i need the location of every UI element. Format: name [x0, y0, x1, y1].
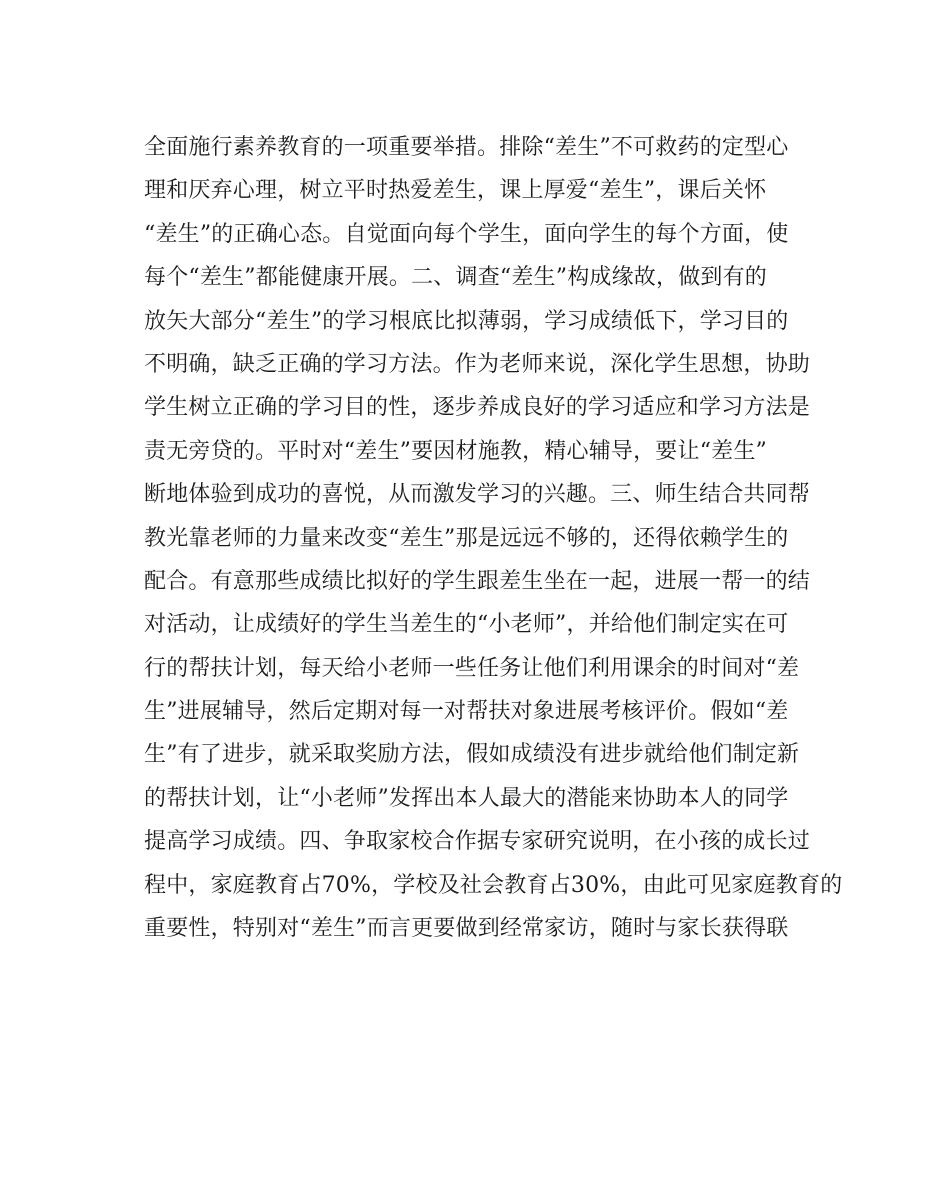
text-line-12: 对活动，让成绩好的学生当差生的“小老师”，并给他们制定实在可 — [144, 612, 789, 638]
text-line-1: 全面施行素养教育的一项重要举措。排除“差生”不可救药的定型心 — [144, 135, 789, 160]
text-line-7: 学生树立正确的学习目的性，逐步养成良好的学习适应和学习方法是 — [144, 395, 811, 421]
text-line-19: 重要性，特别对“差生”而言更要做到经常家访，随时与家长获得联 — [144, 916, 789, 942]
text-line-4: 每个“差生”都能健康开展。二、调查“差生”构成缘故，做到有的 — [144, 265, 767, 291]
text-line-10: 教光靠老师的力量来改变“差生”那是远远不够的，还得依赖学生的 — [144, 525, 789, 551]
text-line-13: 行的帮扶计划，每天给小老师一些任务让他们利用课余的时间对“差 — [144, 655, 800, 681]
text-line-6: 不明确，缺乏正确的学习方法。作为老师来说，深化学生思想，协助 — [144, 351, 811, 377]
text-line-11: 配合。有意那些成绩比拟好的学生跟差生坐在一起，进展一帮一的结 — [144, 568, 811, 594]
text-line-9: 断地体验到成功的喜悦，从而激发学习的兴趣。三、师生结合共同帮 — [144, 482, 811, 508]
body-text — [144, 126, 843, 950]
text-line-2: 理和厌弃心理，树立平时热爱差生，课上厚爱“差生”，课后关怀 — [144, 178, 767, 204]
text-line-14: 生”进展辅导，然后定期对每一对帮扶对象进展考核评价。假如“差 — [144, 699, 789, 725]
text-line-5: 放矢大部分“差生”的学习根底比拟薄弱，学习成绩低下，学习目的 — [144, 308, 789, 334]
text-line-18: 程中，家庭教育占70%，学校及社会教育占30%，由此可见家庭教育的 — [144, 872, 843, 898]
text-line-16: 的帮扶计划，让“小老师”发挥出本人最大的潜能来协助本人的同学 — [144, 785, 789, 811]
text-line-8: 责无旁贷的。平时对“差生”要因材施教，精心辅导，要让“差生” — [144, 438, 767, 464]
text-line-17: 提高学习成绩。四、争取家校合作据专家研究说明，在小孩的成长过 — [144, 829, 811, 855]
text-line-15: 生”有了进步，就采取奖励方法，假如成绩没有进步就给他们制定新 — [144, 742, 800, 768]
text-line-3: “差生”的正确心态。自觉面向每个学生，面向学生的每个方面，使 — [144, 221, 789, 247]
